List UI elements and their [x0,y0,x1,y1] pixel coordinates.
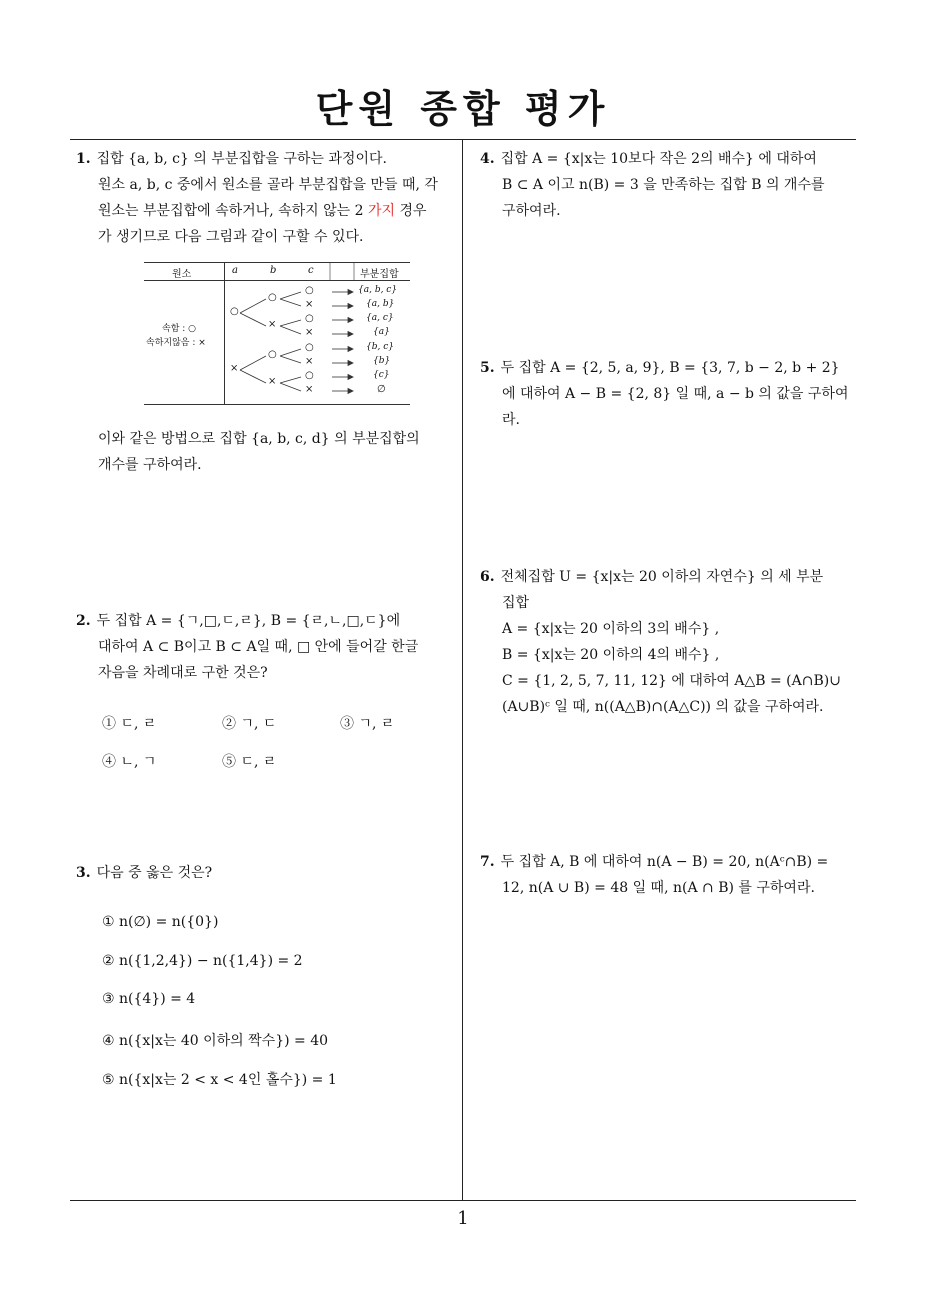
question-number: 2. [76,613,91,629]
question-number: 5. [480,360,495,376]
question-text: 12, n(A ∪ B) = 48 일 때, n(A ∩ B) 를 구하여라. [502,880,815,896]
question-text: 원소 a, b, c 중에서 원소를 골라 부분집합을 만들 때, 각 [98,177,438,193]
subset-label: {a, c} [366,313,394,323]
question-text: 두 집합 A = {2, 5, a, 9}, B = {3, 7, b − 2, b + 2} [500,360,840,376]
node-c-in: ○ [305,313,314,324]
header-element: 원소 [172,269,192,280]
question-text: 다음 중 옳은 것은? [96,865,213,881]
answer-choice-2[interactable]: ② n({1,2,4}) − n({1,4}) = 2 [102,953,303,969]
subset-label: {b, c} [366,342,394,352]
question-1-continued [98,426,460,478]
question-text: 집합 A = {x|x는 10보다 작은 2의 배수} 에 대하여 [500,151,817,167]
question-text: 자음을 차례대로 구한 것은? [98,665,268,681]
subset-tree-diagram [144,262,410,406]
question-number: 1. [76,151,91,167]
header-a: a [232,265,238,276]
question-text: C = {1, 2, 5, 7, 11, 12} 에 대하여 A△B = (A∩B)∪ [502,673,841,689]
question-text: 이와 같은 방법으로 집합 {a, b, c, d} 의 부분집합의 [98,431,420,447]
question-text: 에 대하여 A − B = {2, 8} 일 때, a − b 의 값을 구하여 [502,386,849,402]
question-text: A = {x|x는 20 이하의 3의 배수} , [502,621,720,637]
question-text: 집합 [502,595,530,611]
node-c-in: ○ [305,285,314,296]
question-7 [480,849,860,901]
question-1 [76,146,460,250]
node-b-in: ○ [268,292,277,303]
subset-label: ∅ [377,384,386,395]
answer-choice-1[interactable]: ① n(∅) = n({0}) [102,914,219,930]
question-number: 4. [480,151,495,167]
answer-choice-4[interactable]: ④ ㄴ, ㄱ [102,754,157,770]
question-5 [480,355,860,433]
question-number: 6. [480,569,495,585]
answer-choice-3[interactable]: ③ n({4}) = 4 [102,991,196,1007]
question-3 [76,860,460,886]
question-text: 집합 {a, b, c} 의 부분집합을 구하는 과정이다. [96,151,387,167]
question-text: 개수를 구하여라. [98,457,202,473]
node-a-out: × [230,363,239,374]
column-divider [462,139,463,1201]
legend-include: 속함 : ○ [162,324,196,334]
question-text: 두 집합 A, B 에 대하여 n(A − B) = 20, n(Aᶜ∩B) = [500,854,829,870]
answer-choice-4[interactable]: ④ n({x|x는 40 이하의 짝수}) = 40 [102,1033,329,1049]
header-b: b [270,265,277,276]
question-text: (A∪B)ᶜ 일 때, n((A△B)∩(A△C)) 의 값을 구하여라. [502,699,824,715]
subset-label: {a, b, c} [358,285,398,295]
page-title: 단원 종합 평가 [315,87,611,131]
subset-label: {a} [373,327,390,337]
subset-label: {b} [373,356,391,366]
node-c-out: × [305,356,314,367]
answer-choice-2[interactable]: ② ㄱ, ㄷ [222,716,277,732]
subset-label: {a, b} [366,299,395,309]
node-c-out: × [305,384,314,395]
question-text: 원소는 부분집합에 속하거나, 속하지 않는 2 가지 경우 [98,203,427,219]
node-b-out: × [268,376,277,387]
node-b-out: × [268,319,277,330]
question-4 [480,146,860,224]
question-text: 구하여라. [502,203,561,219]
question-text: 라. [502,412,520,428]
top-rule [70,139,856,140]
question-number: 7. [480,854,495,870]
bottom-rule [70,1200,856,1201]
question-text: 대하여 A ⊂ B이고 B ⊂ A일 때, □ 안에 들어갈 한글 [98,639,419,655]
node-c-out: × [305,299,314,310]
question-text: B = {x|x는 20 이하의 4의 배수} , [502,647,720,663]
tree-lines [144,262,410,406]
node-c-in: ○ [305,342,314,353]
page-number: 1 [457,1208,469,1229]
answer-choice-5[interactable]: ⑤ n({x|x는 2 < x < 4인 홀수}) = 1 [102,1072,337,1088]
node-c-in: ○ [305,370,314,381]
question-2 [76,608,460,686]
answer-choice-3[interactable]: ③ ㄱ, ㄹ [340,716,395,732]
node-b-in: ○ [268,349,277,360]
highlight-text: 가지 [367,203,396,219]
node-a-in: ○ [230,306,239,317]
legend-exclude: 속하지않음 : × [146,338,206,348]
question-text: 가 생기므로 다음 그림과 같이 구할 수 있다. [98,229,364,245]
question-text: 전체집합 U = {x|x는 20 이하의 자연수} 의 세 부분 [500,569,824,585]
answer-choice-1[interactable]: ① ㄷ, ㄹ [102,716,157,732]
question-6 [480,564,860,720]
node-c-out: × [305,327,314,338]
question-number: 3. [76,865,91,881]
subset-label: {c} [373,370,390,380]
answer-choice-5[interactable]: ⑤ ㄷ, ㄹ [222,754,277,770]
question-text: B ⊂ A 이고 n(B) = 3 을 만족하는 집합 B 의 개수를 [502,177,825,193]
question-text: 두 집합 A = {ㄱ,□,ㄷ,ㄹ}, B = {ㄹ,ㄴ,□,ㄷ}에 [96,613,401,629]
header-subset: 부분집합 [360,269,399,280]
header-c: c [308,265,314,276]
